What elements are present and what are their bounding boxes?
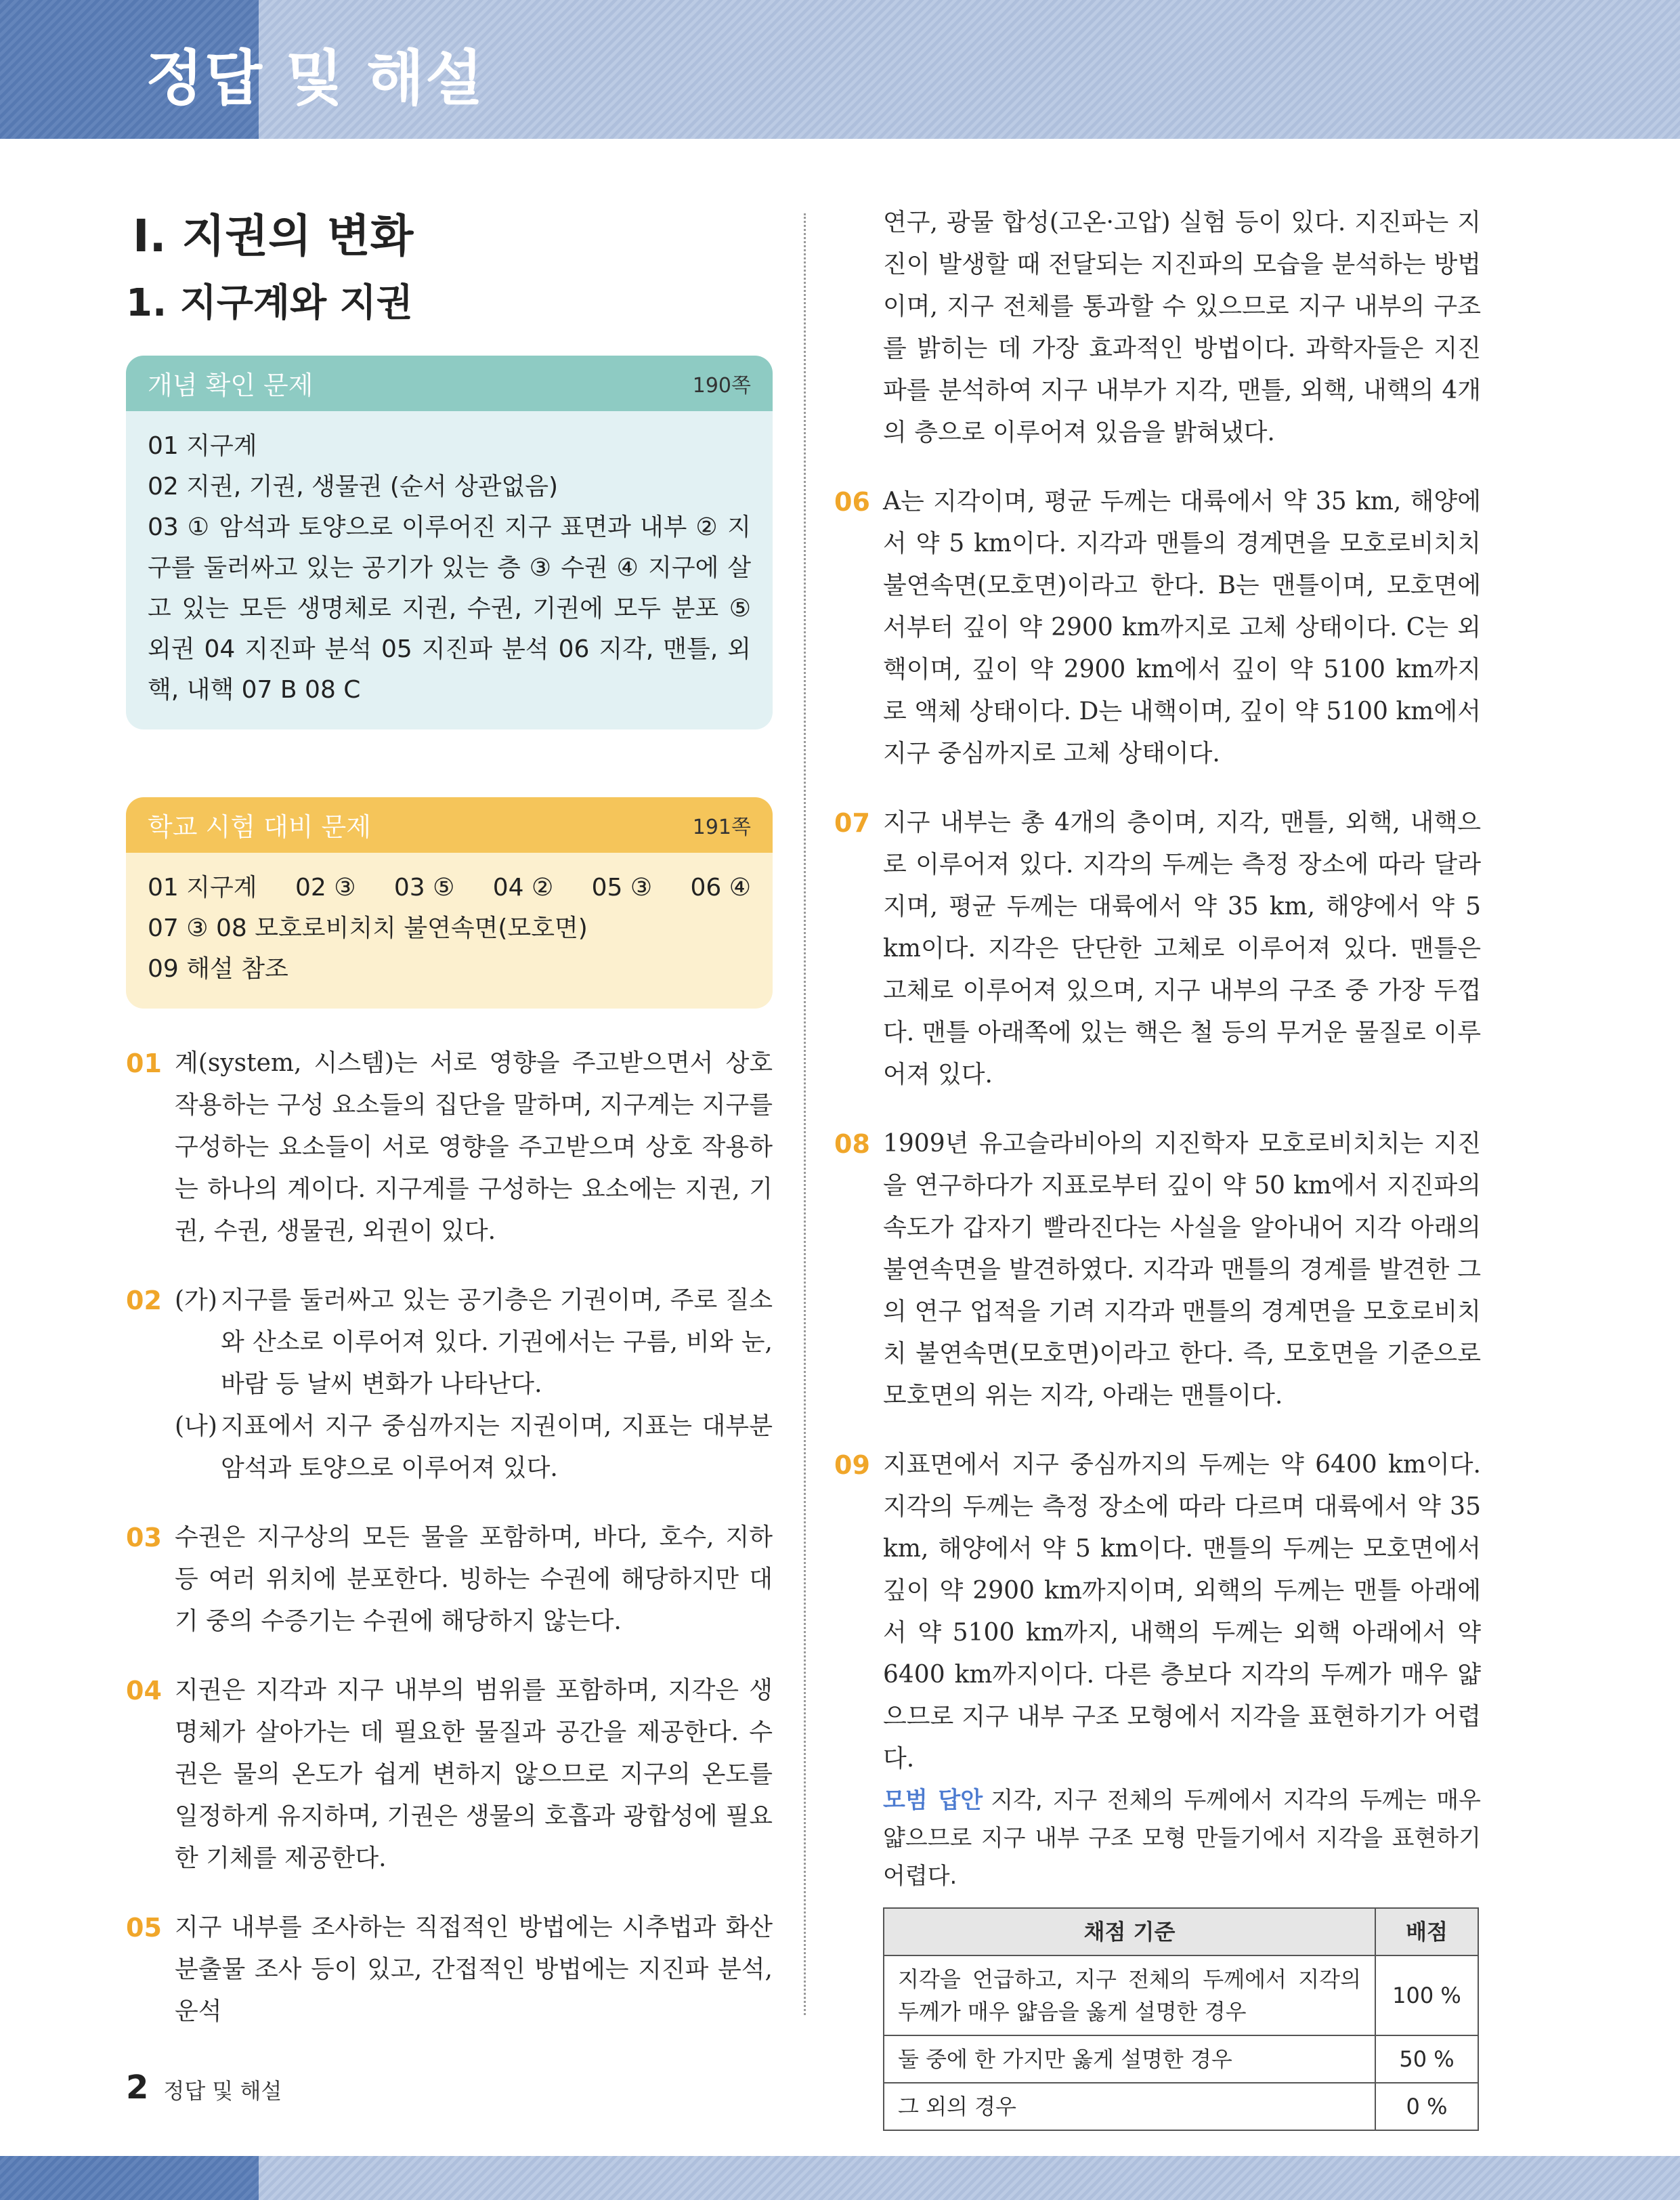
explanation-05 [126, 1907, 773, 2033]
school-answer: 04 ② [492, 873, 554, 902]
chapter-title: Ⅰ. 지권의 변화 [133, 210, 414, 262]
explanation-text: 지권은 지각과 지구 내부의 범위를 포함하며, 지각은 생명체가 살아가는 데 필요한 물질과 공간을 제공한다. 수권은 물의 온도가 쉽게 변하지 않으므로 지구의 온도를 일정하게 유지하며, 기권은 생물의 호흡과 광합성에 필요한 기체를 제공한다. [175, 1676, 773, 1872]
sub-answer-ga [175, 1279, 773, 1405]
page-number: 2 [126, 2069, 149, 2107]
question-number: 06 [834, 487, 870, 517]
scoring-criteria: 둘 중에 한 가지만 옳게 설명한 경우 [884, 2035, 1375, 2083]
footer-banner-accent [0, 2156, 259, 2200]
scoring-header-points: 배점 [1375, 1908, 1478, 1955]
page-footer [126, 2069, 282, 2107]
explanation-04 [126, 1670, 773, 1880]
explanation-06 [834, 481, 1481, 775]
school-answer-line: 07 ③ 08 모호로비치치 불연속면(모호면) [148, 914, 588, 942]
table-row [884, 1955, 1478, 2035]
explanation-09 [834, 1444, 1481, 2131]
scoring-table [883, 1907, 1479, 2131]
question-number: 03 [126, 1522, 162, 1552]
school-answer-line: 09 해설 참조 [148, 954, 288, 983]
question-number: 05 [126, 1912, 162, 1943]
school-answer: 05 ③ [591, 873, 653, 902]
table-row [884, 2083, 1478, 2130]
footer-banner [0, 2156, 1680, 2200]
page-title: 정답 및 해설 [146, 43, 485, 113]
sub-label: (나) [175, 1412, 217, 1440]
explanation-02 [126, 1279, 773, 1489]
sub-text: 지구를 둘러싸고 있는 공기층은 기권이며, 주로 질소와 산소로 이루어져 있다. 기권에서는 구름, 비와 눈, 바람 등 날씨 변화가 나타난다. [221, 1286, 773, 1398]
explanation-05-continued [834, 202, 1481, 454]
section-title: 1. 지구계와 지권 [126, 280, 413, 325]
school-exam-answers [126, 853, 773, 1009]
scoring-criteria: 지각을 언급하고, 지구 전체의 두께에서 지각의 두께가 매우 얇음을 옳게 설명한 경우 [884, 1955, 1375, 2035]
explanation-text: A는 지각이며, 평균 두께는 대륙에서 약 35 km, 해양에서 약 5 km이다. 지각과 맨틀의 경계면을 모호로비치치 불연속면(모호면)이라고 한다. B는 맨틀이며, 모호면에서부터 깊이 약 2900 km까지로 고체 상태이다. C는 외핵이며, 깊이 약 2900 km에서 깊이 약 5100 km까지로 액체 상태이다. D는 내핵이며, 깊이 약 5100 km에서 지구 중심까지로 고체 상태이다. [883, 488, 1481, 767]
table-row [884, 2035, 1478, 2083]
scoring-points: 100 % [1375, 1955, 1478, 2035]
left-column [126, 202, 773, 2033]
concept-check-answers [126, 411, 773, 729]
explanation-01 [126, 1042, 773, 1252]
concept-check-title: 개념 확인 문제 [148, 371, 314, 401]
explanation-body [175, 1279, 773, 1489]
school-exam-title: 학교 시험 대비 문제 [148, 812, 371, 843]
concept-check-header [126, 356, 773, 411]
model-answer-label: 모범 답안 [883, 1787, 983, 1814]
school-exam-page: 191쪽 [692, 815, 751, 839]
scoring-criteria: 그 외의 경우 [884, 2083, 1375, 2130]
school-answer-row [148, 868, 751, 908]
header-banner [0, 0, 1680, 139]
question-number: 09 [834, 1450, 870, 1480]
sub-text: 지표에서 지구 중심까지는 지권이며, 지표는 대부분 암석과 토양으로 이루어져 있다. [221, 1412, 773, 1482]
explanation-text: 지구 내부를 조사하는 직접적인 방법에는 시추법과 화산 분출물 조사 등이 있고, 간접적인 방법에는 지진파 분석, 운석 [175, 1913, 773, 2025]
scoring-points: 0 % [1375, 2083, 1478, 2130]
concept-check-box [126, 356, 773, 729]
explanation-03 [126, 1517, 773, 1643]
scoring-header-criteria: 채점 기준 [884, 1908, 1375, 1955]
concept-answer-line: 02 지권, 기권, 생물권 (순서 상관없음) [148, 472, 559, 501]
explanation-body [883, 1444, 1481, 2131]
question-number: 08 [834, 1129, 870, 1159]
scoring-header-row [884, 1908, 1478, 1955]
concept-answer-line: 01 지구계 [148, 431, 257, 460]
school-answer: 03 ⑤ [393, 873, 455, 902]
footer-label: 정답 및 해설 [163, 2078, 282, 2104]
explanation-07 [834, 802, 1481, 1096]
school-answer: 01 지구계 [148, 873, 257, 902]
question-number: 02 [126, 1285, 162, 1315]
school-exam-box [126, 797, 773, 1009]
concept-answer-line: 03 ① 암석과 토양으로 이루어진 지구 표면과 내부 ② 지구를 둘러싸고 있는 공기가 있는 층 ③ 수권 ④ 지구에 살고 있는 모든 생명체로 지권, 수권, 기권에 모두 분포 ⑤ 외권 04 지진파 분석 05 지진파 분석 06 지각, 맨틀, 외핵, 내핵 07 B 08 C [148, 513, 751, 704]
explanation-08 [834, 1123, 1481, 1417]
question-number: 07 [834, 808, 870, 838]
concept-check-page: 190쪽 [692, 373, 751, 398]
school-exam-header [126, 797, 773, 853]
column-divider [804, 213, 806, 2015]
model-answer-text: 지각, 지구 전체의 두께에서 지각의 두께는 매우 얇으므로 지구 내부 구조 모형 만들기에서 지각을 표현하기 어렵다. [883, 1787, 1481, 1890]
explanation-text: 1909년 유고슬라비아의 지진학자 모호로비치치는 지진을 연구하다가 지표로부터 깊이 약 50 km에서 지진파의 속도가 갑자기 빨라진다는 사실을 알아내어 지각 아래의 불연속면을 발견하였다. 지각과 맨틀의 경계를 발견한 그의 연구 업적을 기려 지각과 맨틀의 경계면을 모호로비치치 불연속면(모호면)이라고 한다. 즉, 모호면을 기준으로 모호면의 위는 지각, 아래는 맨틀이다. [883, 1130, 1481, 1410]
school-answer: 02 ③ [295, 873, 356, 902]
right-column [834, 202, 1481, 2158]
question-number: 01 [126, 1048, 162, 1078]
explanation-text: 계(system, 시스템)는 서로 영향을 주고받으면서 상호 작용하는 구성 요소들의 집단을 말하며, 지구계는 지구를 구성하는 요소들이 서로 영향을 주고받으며 상호 작용하는 하나의 계이다. 지구계를 구성하는 요소에는 지권, 기권, 수권, 생물권, 외권이 있다. [175, 1049, 773, 1245]
question-number: 04 [126, 1675, 162, 1706]
scoring-points: 50 % [1375, 2035, 1478, 2083]
explanation-text: 연구, 광물 합성(고온·고압) 실험 등이 있다. 지진파는 지진이 발생할 때 전달되는 지진파의 모습을 분석하는 방법이며, 지구 전체를 통과할 수 있으므로 지구 내부의 구조를 밝히는 데 가장 효과적인 방법이다. 과학자들은 지진파를 분석하여 지구 내부가 지각, 맨틀, 외핵, 내핵의 4개의 층으로 이루어져 있음을 밝혀냈다. [883, 209, 1481, 446]
sub-label: (가) [175, 1286, 217, 1314]
explanation-text: 지표면에서 지구 중심까지의 두께는 약 6400 km이다. 지각의 두께는 측정 장소에 따라 다르며 대륙에서 약 35 km, 해양에서 약 5 km이다. 맨틀의 두께는 모호면에서 깊이 약 2900 km까지이며, 외핵의 두께는 맨틀 아래에서 약 5100 km까지, 내핵의 두께는 외핵 아래에서 약 6400 km까지이다. 다른 층보다 지각의 두께가 매우 얇으므로 지구 내부 구조 모형에서 지각을 표현하기가 어렵다. [883, 1451, 1481, 1773]
school-answer: 06 ④ [690, 873, 751, 902]
sub-answer-na [175, 1405, 773, 1489]
explanation-text: 지구 내부는 총 4개의 층이며, 지각, 맨틀, 외핵, 내핵으로 이루어져 있다. 지각의 두께는 측정 장소에 따라 달라지며, 평균 두께는 대륙에서 약 35 km, 해양에서 약 5 km이다. 지각은 단단한 고체로 이루어져 있다. 맨틀은 고체로 이루어져 있으며, 지구 내부의 구조 중 가장 두껍다. 맨틀 아래쪽에 있는 핵은 철 등의 무거운 물질로 이루어져 있다. [883, 809, 1481, 1088]
model-answer [883, 1781, 1481, 1895]
explanation-text: 수권은 지구상의 모든 물을 포함하며, 바다, 호수, 지하 등 여러 위치에 분포한다. 빙하는 수권에 해당하지만 대기 중의 수증기는 수권에 해당하지 않는다. [175, 1523, 773, 1635]
